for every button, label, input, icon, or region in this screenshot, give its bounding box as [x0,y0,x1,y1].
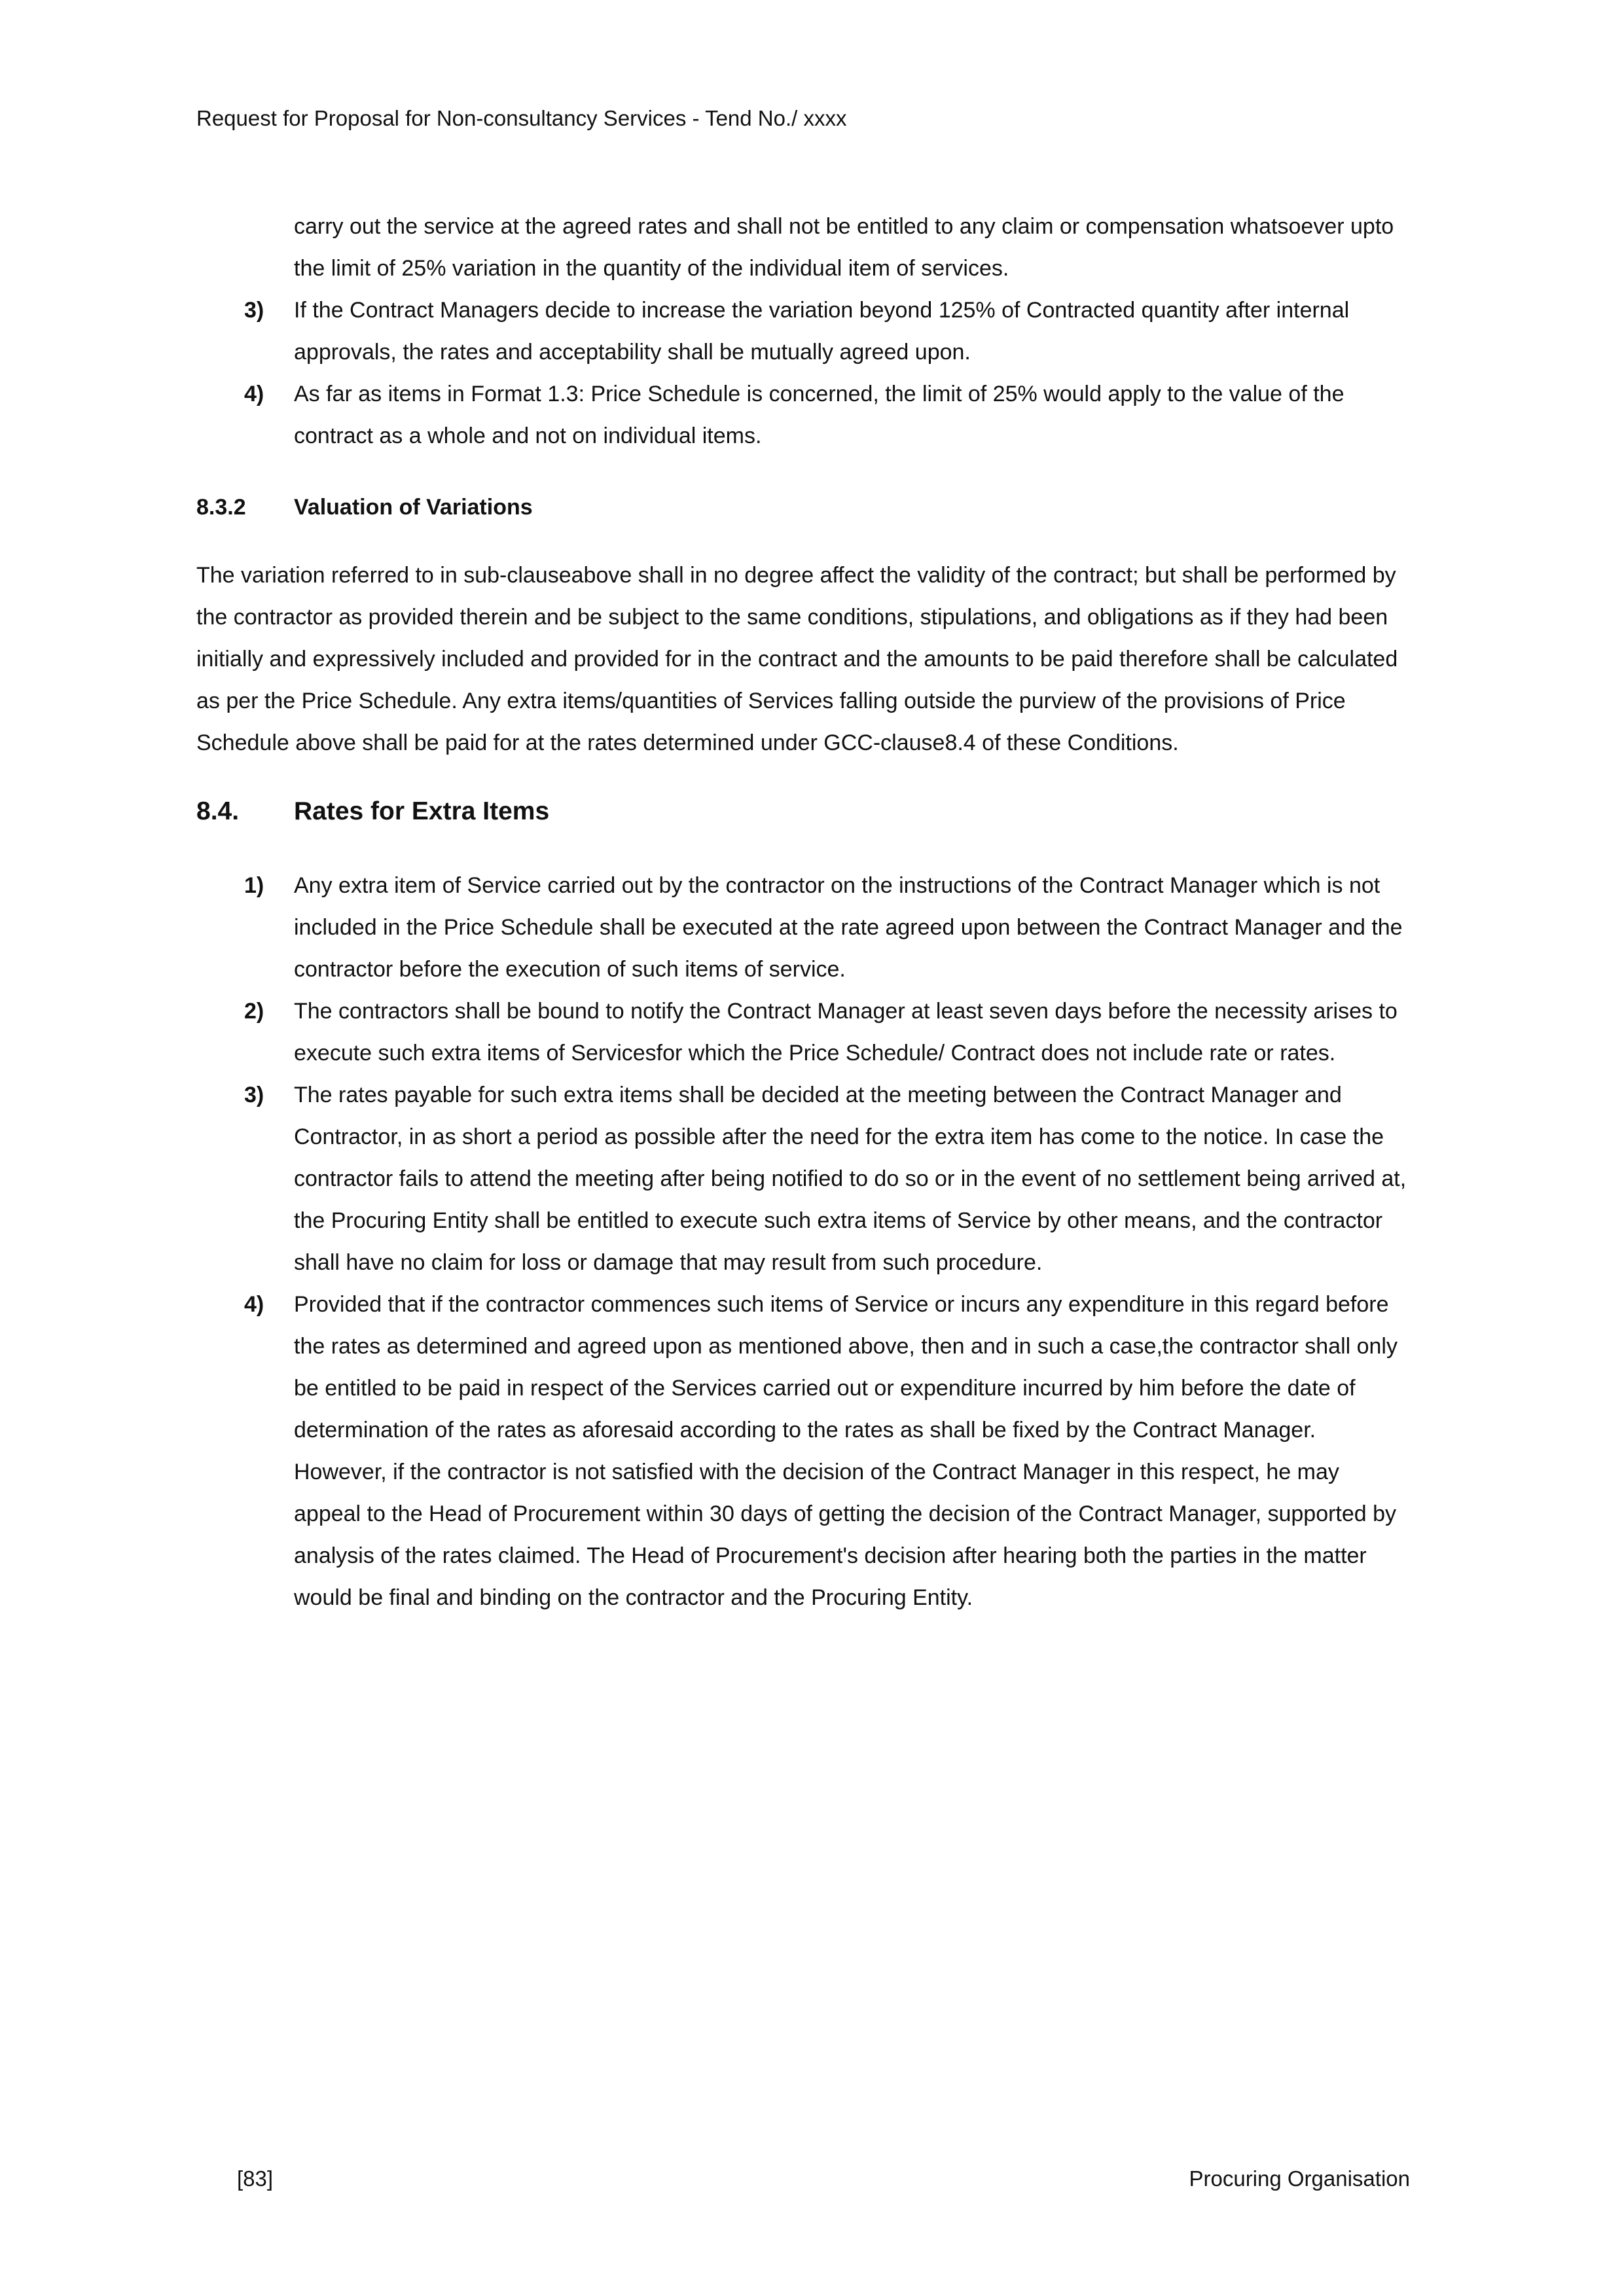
list-item-text: If the Contract Managers decide to increase the variation beyond 125% of Contracted quantity after internal approvals, the rates and acceptability shall be mutually agreed upon. [294,298,1350,365]
section-8-3-2-heading [196,486,1411,528]
rates-extra-items-list [196,865,1411,1619]
list-item [244,990,1411,1074]
list-item-text: Provided that if the contractor commences such items of Service or incurs any expenditure in this regard before the rates as determined and agreed upon as mentioned above, then and in such a case,the contractor shall only be entitled to be paid in respect of the Services carried out or expenditure incurred by him before the date of determination of the rates as aforesaid according to the rates as shall be fixed by the Contract Manager. However, if the contractor is not satisfied with the decision of the Contract Manager in this respect, he may appeal to the Head of Procurement within 30 days of getting the decision of the Contract Manager, supported by analysis of the rates claimed. The Head of Procurement's decision after hearing both the parties in the matter would be final and binding on the contractor and the Procuring Entity. [294,1292,1398,1610]
header-title: Request for Proposal for Non-consultancy Services - Tend No./ xxxx [196,106,847,130]
list-item-number: 2) [244,999,264,1024]
list-item-number: 3) [244,1083,264,1107]
section-title: Rates for Extra Items [294,797,550,825]
list-item-text: The rates payable for such extra items shall be decided at the meeting between the Contract Manager and Contractor, in as short a period as possible after the need for the extra item has come to the notice. In case the contractor fails to attend the meeting after being notified to do so or in the event of no settlement being arrived at, the Procuring Entity shall be entitled to execute such extra items of Service by other means, and the contractor shall have no claim for loss or damage that may result from such procedure. [294,1083,1407,1275]
list-item-number: 4) [244,1292,264,1317]
section-number: 8.3.2 [196,495,246,520]
section-number: 8.4. [196,797,240,825]
page-content [196,105,1411,1619]
list-item-number: 1) [244,873,264,898]
section-8-4-heading [196,790,1411,833]
page-footer [237,2165,1410,2193]
list-item-text: The contractors shall be bound to notify the Contract Manager at least seven days before the necessity arises to execute such extra items of Servicesfor which the Price Schedule/ Contract does not include rate or rates. [294,999,1398,1066]
list-item [244,289,1411,373]
variation-list [196,289,1411,457]
list-item [244,1283,1411,1619]
list-item-number: 4) [244,382,264,406]
page-number: [83] [237,2166,274,2191]
list-item [244,1074,1411,1283]
list-item-text: Any extra item of Service carried out by the contractor on the instructions of the Contract Manager which is not included in the Price Schedule shall be executed at the rate agreed upon between the Contract Manager and the contractor before the execution of such items of service. [294,873,1403,982]
list-item-number: 3) [244,298,264,323]
section-title: Valuation of Variations [294,495,533,520]
document-header [196,105,1411,132]
list-item-text: As far as items in Format 1.3: Price Schedule is concerned, the limit of 25% would apply to the value of the contract as a whole and not on individual items. [294,382,1344,448]
list-item [244,373,1411,457]
intro-continuation-paragraph: carry out the service at the agreed rates and shall not be entitled to any claim or compensation whatsoever upto the limit of 25% variation in the quantity of the individual item of services. [294,214,1394,281]
list-item [244,865,1411,990]
footer-organisation: Procuring Organisation [1189,2166,1410,2191]
section-8-3-2-body: The variation referred to in sub-clauseabove shall in no degree affect the validity of the contract; but shall be performed by the contractor as provided therein and be subject to the same conditions, stipulations, and obligations as if they had been initially and expressively included and provided for in the contract and the amounts to be paid therefore shall be calculated as per the Price Schedule. Any extra items/quantities of Services falling outside the purview of the provisions of Price Schedule above shall be paid for at the rates determined under GCC-clause8.4 of these Conditions. [196,563,1398,755]
